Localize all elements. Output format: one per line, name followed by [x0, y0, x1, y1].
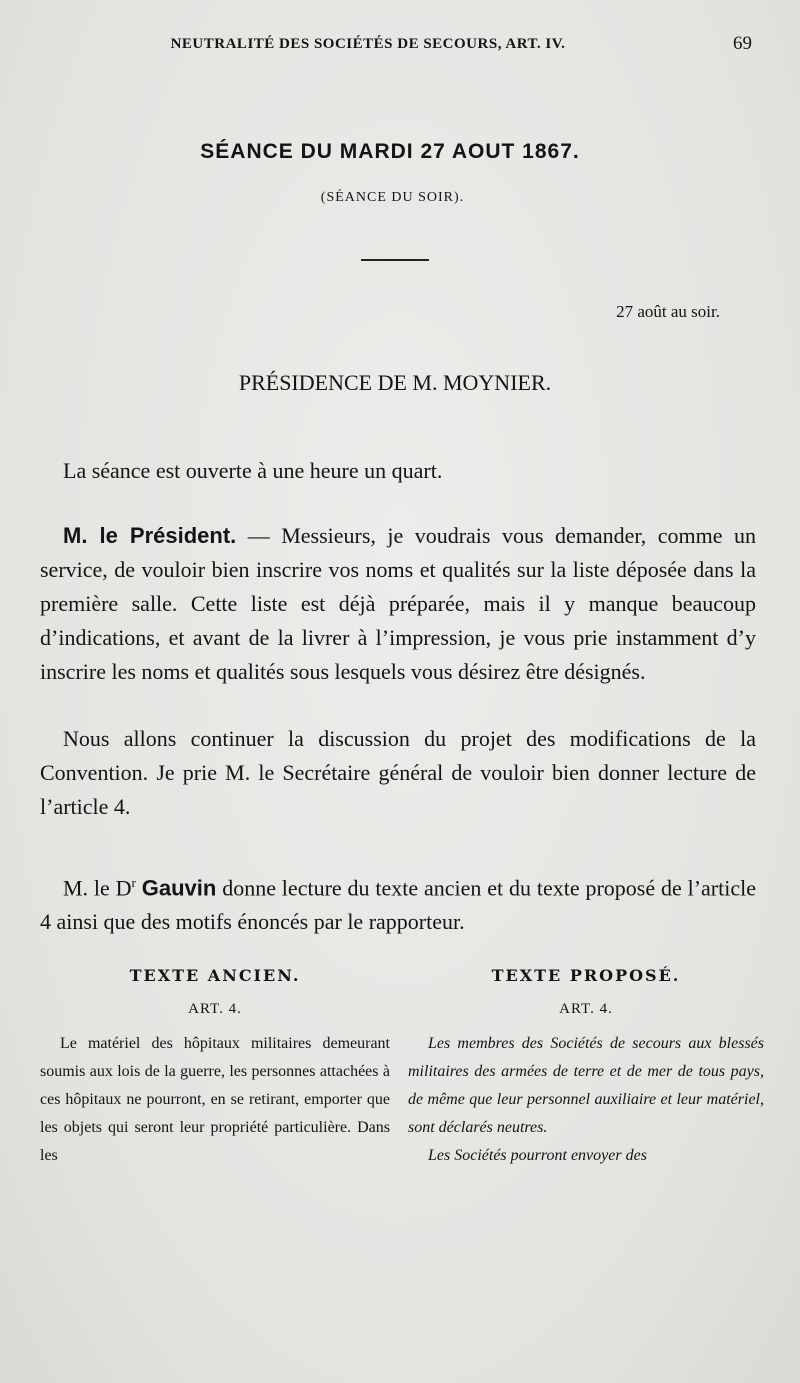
session-subtitle: (SÉANCE DU SOIR).: [320, 190, 465, 205]
paragraph-president-speech: [40, 519, 756, 689]
article-label: ART. 4.: [188, 1001, 242, 1017]
column-heading: TEXTE ANCIEN.: [129, 966, 301, 985]
proposed-text-paragraph: Les Sociétés pourront envoyer des: [428, 1147, 647, 1164]
column-text: [408, 1030, 764, 1170]
dateline: 27 août au soir.: [616, 302, 720, 321]
presidence-heading: PRÉSIDENCE DE M. MOYNIER.: [238, 370, 552, 395]
speech-text: — Messieurs, je voudrais vous demander, comme un service, de vouloir bien inscrire vos noms et qualités sur la liste déposée dans la première salle. Cette liste est déjà préparée, mais il y manque beaucoup d’indications, et avant de la livrer à l’impression, je vous prie instamment d’y inscrire les noms et qualités sous lesquels vous désirez être désignés.: [40, 523, 756, 684]
speaker-title-sup: r: [131, 875, 136, 890]
gauvin-text: donne lecture du texte ancien et du texte proposé de l’article 4 ainsi que des motifs énoncés par le rapporteur.: [40, 875, 756, 935]
column-text: Le matériel des hôpitaux militaires demeurant soumis aux lois de la guerre, les personnes attachées à ces hôpitaux ne pourront, en se retirant, emporter que les objets qui seront leur propriété particulière. Dans les: [40, 1035, 390, 1164]
speaker-prefix: M. le D: [63, 875, 132, 901]
speaker-name: Gauvin: [141, 875, 217, 901]
paragraph-gauvin: [40, 866, 756, 939]
proposed-text-paragraph: Les membres des Sociétés de secours aux blessés militaires des armées de terre et de mer de tous pays, de même que leur personnel auxiliaire et leur matériel, sont déclarés neutres.: [408, 1035, 764, 1136]
column-texte-ancien: [40, 966, 390, 1170]
column-texte-propose: [408, 966, 764, 1170]
session-title: SÉANCE DU MARDI 27 AOUT 1867.: [200, 140, 580, 163]
running-title: NEUTRALITÉ DES SOCIÉTÉS DE SECOURS, ART. IV.: [170, 36, 566, 52]
running-header: [40, 33, 756, 60]
article-label: ART. 4.: [559, 1001, 613, 1017]
divider-rule: [361, 259, 429, 261]
paragraph-continuation: Nous allons continuer la discussion du projet des modifications de la Convention. Je prie M. le Secrétaire général de vouloir bien donner lecture de l’article 4.: [40, 726, 756, 819]
column-heading: TEXTE PROPOSÉ.: [491, 966, 681, 985]
page-number: 69: [733, 33, 752, 54]
paragraph-opening: La séance est ouverte à une heure un quart.: [63, 458, 443, 483]
speaker-name: M. le Président.: [63, 523, 237, 548]
